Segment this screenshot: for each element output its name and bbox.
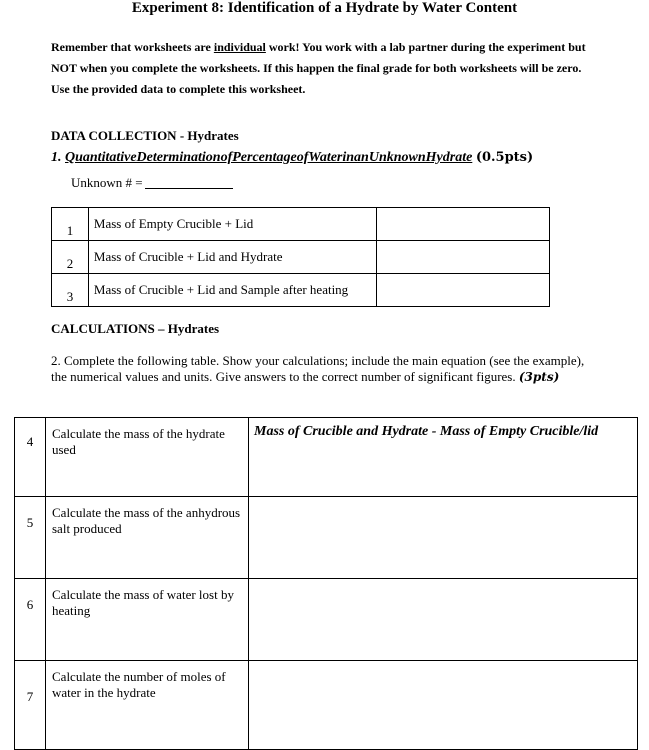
row-label: Calculate the mass of the hydrate used [46, 418, 249, 497]
table-row [15, 661, 638, 750]
question-1-heading [51, 150, 533, 166]
table-row [15, 497, 638, 579]
calculations-heading: CALCULATIONS – Hydrates [51, 321, 220, 336]
data-collection-table [51, 207, 550, 307]
row-value-cell[interactable] [377, 274, 550, 307]
row-value-cell[interactable] [377, 241, 550, 274]
unknown-number-blank[interactable] [145, 188, 233, 189]
reminder-text-end: work! You work with a lab partner during the experiment but NOT when you complete the worksheets. If this happen the final grade for both worksheets will be zero. Use the provided data to complete this worksheet. [51, 40, 586, 96]
calculations-table [14, 417, 638, 750]
row-number: 7 [15, 661, 46, 750]
table-row [52, 241, 550, 274]
row-label: Mass of Crucible + Lid and Sample after heating [88, 274, 376, 307]
row-label: Calculate the mass of water lost by heating [46, 579, 249, 661]
unknown-number-line [71, 175, 233, 191]
row-number: 4 [15, 418, 46, 497]
question-1-points: (0.5pts) [475, 150, 534, 165]
row-number: 6 [15, 579, 46, 661]
table-row [15, 579, 638, 661]
row-label: Mass of Empty Crucible + Lid [88, 208, 376, 241]
reminder-underlined-word: individual [213, 40, 266, 54]
reminder-text-start: Remember that worksheets are [51, 40, 214, 54]
row-label: Calculate the number of moles of water in the hydrate [46, 661, 249, 750]
row-label: Mass of Crucible + Lid and Hydrate [88, 241, 376, 274]
table-row [52, 274, 550, 307]
row-answer-cell[interactable] [249, 497, 638, 579]
row-value-cell[interactable] [377, 208, 550, 241]
row-number: 3 [52, 274, 89, 307]
question-1-number: 1. [51, 150, 62, 165]
row-label: Calculate the mass of the anhydrous salt produced [46, 497, 249, 579]
table-row [52, 208, 550, 241]
row-number: 5 [15, 497, 46, 579]
question-2-points: (3pts) [518, 370, 560, 384]
table-row [15, 418, 638, 497]
data-collection-heading: DATA COLLECTION - Hydrates [51, 128, 239, 143]
worksheet-title: Experiment 8: Identification of a Hydrate by Water Content [131, 0, 518, 16]
row-answer-cell[interactable]: Mass of Crucible and Hydrate - Mass of Empty Crucible/lid [249, 418, 638, 497]
unknown-number-label: Unknown # = [71, 175, 143, 190]
question-2-instruction [51, 353, 591, 385]
row-number: 2 [52, 241, 89, 274]
row-answer-cell[interactable] [249, 661, 638, 750]
question-2-text: 2. Complete the following table. Show your calculations; include the main equation (see the example), the numerical values and units. Give answers to the correct number of significant figures. [51, 353, 585, 384]
row-number: 1 [52, 208, 89, 241]
question-1-title: QuantitativeDeterminationofPercentageofWaterinanUnknownHydrate [65, 150, 473, 165]
row-answer-cell[interactable] [249, 579, 638, 661]
reminder-paragraph [51, 37, 591, 100]
